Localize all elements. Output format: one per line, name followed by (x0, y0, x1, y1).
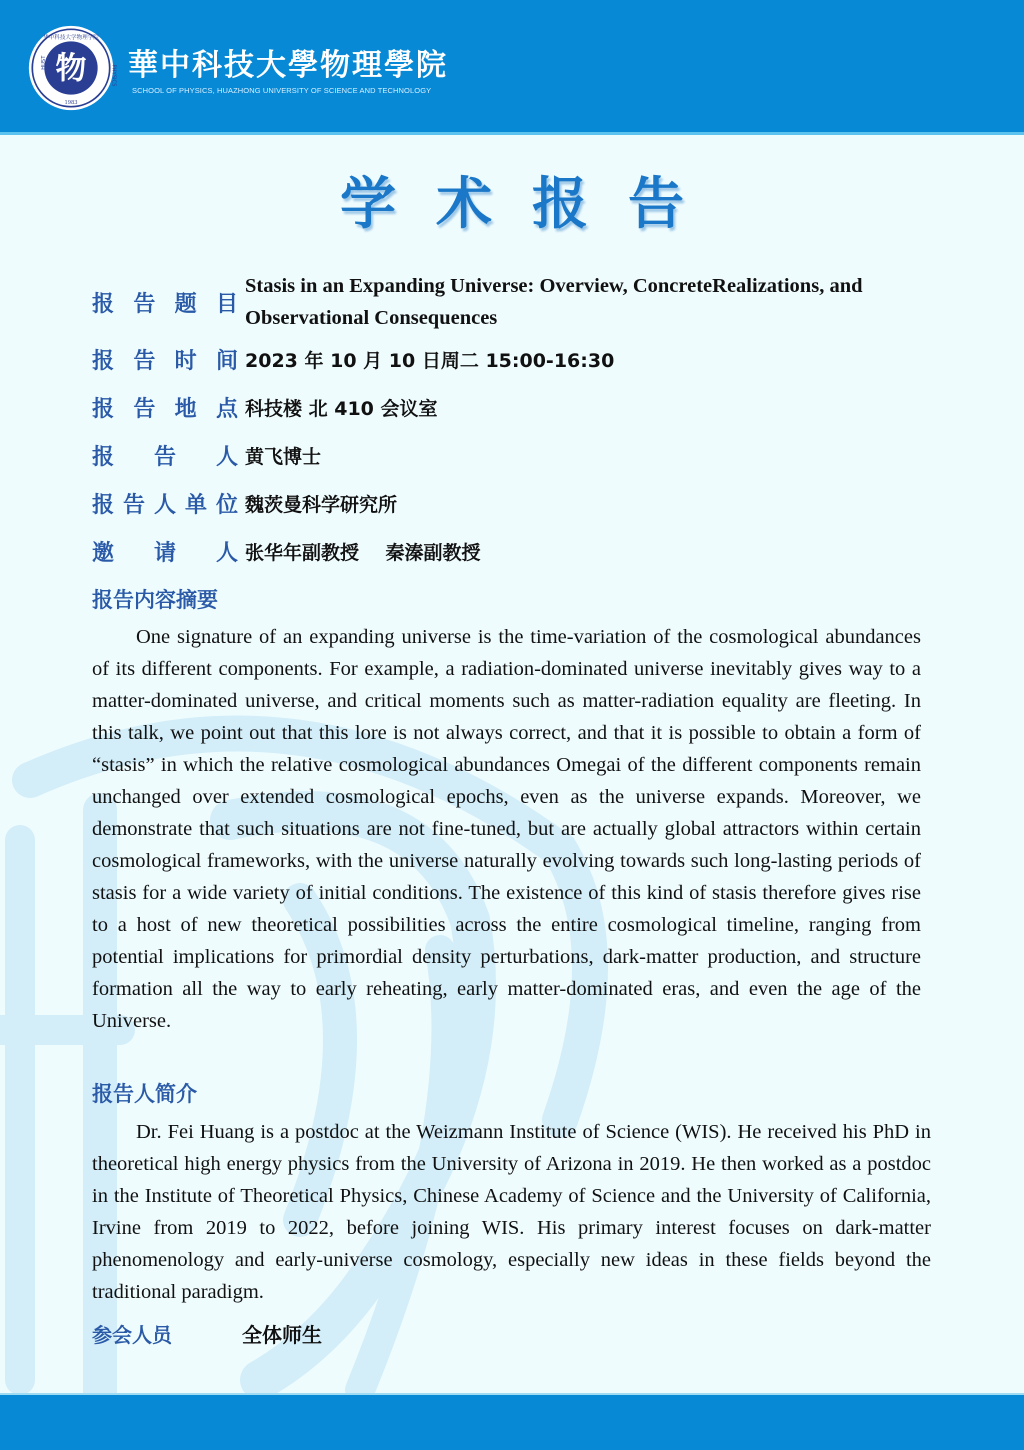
logo-right-text: PHYSICS (110, 64, 117, 87)
header-banner (0, 0, 1024, 135)
attendees-value: 全体师生 (242, 1323, 322, 1347)
info-row-affiliation (92, 488, 397, 519)
info-label-place: 报 告 地 点 (92, 397, 238, 422)
bio-heading: 报告人简介 (92, 1082, 197, 1106)
school-name-cn: 華中科技大學物理學院 (128, 48, 448, 83)
abstract-text: One signature of an expanding universe is the time-variation of the cosmological abundances of its different components. For example, a radiation-dominated universe inevitably gives way to a matter-dominated universe, and critical moments such as matter-radiation equality are fleeting. In this talk, we point out that this lore is not always correct, and that it is possible to obtain a form of “stasis” in which the relative cosmological abundances Omegai of the different components remain unchanged over extended cosmological epochs, even as the universe expands. Moreover, we demonstrate that such situations are not fine-tuned, but are actually global attractors within certain cosmological frameworks, with the universe naturally evolving towards such long-lasting periods of stasis for a wide variety of initial conditions. The existence of this kind of stasis therefore gives rise to a host of new theoretical possibilities across the entire cosmological timeline, ranging from potential implications for primordial density perturbations, dark-matter production, and structure formation all the way to early reheating, early matter-dominated eras, and even the age of the Universe. (92, 626, 921, 1032)
info-label-speaker: 报 告 人 (92, 445, 238, 470)
info-value-place: 科技楼 北 410 会议室 (245, 398, 438, 420)
info-value-time: 2023 年 10 月 10 日周二 15:00-16:30 (245, 350, 615, 372)
info-row-host (92, 536, 480, 567)
attendees-label: 参会人员 (92, 1323, 172, 1347)
logo-year: 1983 (64, 100, 78, 107)
page-title: 学术报告 (340, 172, 724, 237)
info-label-affiliation: 报 告 人 单 位 (92, 493, 238, 518)
logo-left-text: HUST (41, 55, 48, 70)
school-logo (28, 25, 117, 111)
bio-text: Dr. Fei Huang is a postdoc at the Weizmann Institute of Science (WIS). He received his PhD in theoretical high energy physics from the University of Arizona in 2019. He then worked as a postdoc in the Institute of Theoretical Physics, Chinese Academy of Science and the University of California, Irvine from 2019 to 2022, before joining WIS. His primary interest focuses on dark-matter phenomenology and early-universe cosmology, especially new ideas in these fields beyond the traditional paradigm. (92, 1121, 931, 1303)
abstract-heading: 报告内容摘要 (92, 588, 218, 612)
info-label-time: 报 告 时 间 (92, 349, 238, 374)
info-row-topic (92, 270, 905, 334)
info-row-place (92, 392, 438, 423)
footer-banner (0, 1393, 1024, 1450)
info-label-topic: 报 告 题 目 (92, 292, 238, 317)
school-name-en: SCHOOL OF PHYSICS, HUAZHONG UNIVERSITY OF SCIENCE AND TECHNOLOGY (132, 86, 432, 95)
info-value-host: 张华年副教授 秦溱副教授 (245, 542, 481, 564)
info-row-speaker (92, 440, 321, 471)
logo-ring-text: 华中科技大学物理学院 (43, 34, 99, 41)
logo-glyph: 物 (55, 50, 87, 87)
info-value-speaker: 黄飞博士 (245, 446, 322, 468)
info-value-topic: Stasis in an Expanding Universe: Overview, ConcreteRealizations, and Observational Consequences (245, 275, 863, 329)
info-value-affiliation: 魏茨曼科学研究所 (245, 494, 398, 516)
info-row-time (92, 344, 614, 375)
info-label-host: 邀 请 人 (92, 541, 238, 566)
